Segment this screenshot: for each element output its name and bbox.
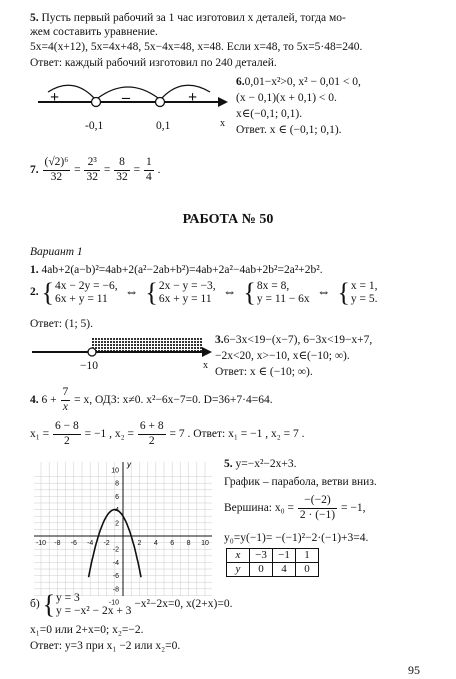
task6-line1: 6.0,01−x²>0, x² − 0,01 < 0, [236, 76, 361, 88]
x-tick-label: -6 [70, 540, 77, 547]
task6-line4: Ответ. x ∈ (−0,1; 0,1). [236, 124, 342, 136]
x-tick-label: 6 [170, 540, 175, 547]
x-tick-label: -10 [35, 540, 47, 547]
y-tick-label: -2 [112, 546, 119, 554]
work1-line: 1. 4ab+2(a−b)²=4ab+2(a²−2ab+b²)=4ab+2a²−4ab+2b²=2a²+2b². [30, 264, 323, 276]
number-line-interval [38, 72, 228, 134]
minus-sign: – [122, 89, 130, 106]
number-line-ray [32, 332, 212, 370]
x-tick-label: -2 [103, 540, 110, 547]
y-tick-label: 8 [115, 480, 119, 488]
fraction: $\frac{\text{2³}}{32}$ [86, 156, 98, 183]
x-tick-label: 10 [201, 540, 209, 547]
y-tick-label: -10 [108, 599, 119, 607]
table-row: x −3 −1 1 [227, 549, 319, 563]
work3-line2: −2x<20, x>−10, x∈(−10; ∞). [215, 350, 350, 362]
work5b-line3: Ответ: y=3 при x₁ −2 или x₂=0. [30, 640, 181, 652]
task5-line3: 5x=4(x+12), 5x=4x+48, 5x−4x=48, x=48. Если x=48, то 5x=5·48=240. [30, 41, 363, 53]
fraction: $\frac{6 + 8}{2}$ [139, 420, 164, 447]
y-tick-label: 2 [115, 520, 119, 528]
task6-line2: (x − 0,1)(x + 0,1) < 0. [236, 92, 337, 104]
work5-line2: График – парабола, ветви вниз. [224, 476, 377, 488]
work4-line1: 4. 6 + $\frac{7}{x}$ = x, ОДЗ: x≠0. x²−6x−7=0. D=36+7·4=64. [30, 386, 273, 413]
work5b-system: б) { y = 3 y = −x² − 2x + 3 −x²−2x=0, x(2+x)=0. [30, 590, 233, 619]
task5-number: 5. [30, 12, 39, 24]
fraction: $\frac{1}{4}$ [145, 156, 152, 183]
axis-label-x: x [220, 118, 225, 129]
y-tick-label: 10 [111, 467, 119, 475]
fraction: $\frac{-(-2)}{2 \cdot (-1)}$ [299, 494, 336, 521]
task5-line4: Ответ: каждый рабочий изготовил по 240 деталей. [30, 57, 277, 69]
x-tick-label: -8 [54, 540, 61, 547]
tick-label-minus10: −10 [80, 360, 98, 372]
variant-label: Вариант 1 [30, 246, 83, 258]
x-tick-label: -4 [87, 540, 94, 547]
table-row: y 0 4 0 [227, 563, 319, 577]
fraction: $\frac{8}{32}$ [116, 156, 128, 183]
work5b-line2: x₁=0 или 2+x=0; x₂=−2. [30, 624, 144, 636]
work3-line3: Ответ: x ∈ (−10; ∞). [215, 366, 313, 378]
tick-label-pos: 0,1 [156, 120, 171, 132]
tick-label-neg: -0,1 [85, 120, 104, 132]
work2-systems: 2. { 4x − 2y = −6, 6x + y = 11 ⇔ { 2x − y = −3, 6x + y = 11 ⇔ { 8x = 8, y = 11 − 6x ⇔ { x = 1, y = 5. [30, 278, 378, 307]
page-number: 95 [408, 663, 420, 677]
y-axis-label: y [127, 460, 131, 469]
x-tick-label: 2 [137, 540, 142, 547]
work5-line1: 5. y=−x²−2x+3. [224, 458, 297, 470]
y-tick-label: -8 [112, 586, 119, 594]
plus-sign-right: + [188, 89, 198, 106]
work4-line2: x₁ = $\frac{6 - 8}{2}$ = −1 , x₂ = $\frac{6 + 8}{2}$ = 7 . Ответ: x₁ = −1 , x₂ = 7 . [30, 420, 305, 447]
task6-line3: x∈(−0,1; 0,1). [236, 108, 303, 120]
y-tick-label: -6 [112, 573, 119, 581]
axis-label-x: x [203, 360, 208, 371]
plus-sign-left: + [50, 89, 60, 106]
y-tick-label: 6 [115, 493, 119, 501]
task7-expression: 7. $\frac{\text{(√2)⁶}}{32}$ = $\frac{\text{2³}}{32}$ = $\frac{8}{32}$ = $\frac{1}{4}$ . [30, 156, 161, 183]
page-heading: РАБОТА № 50 [182, 212, 274, 227]
values-table [226, 548, 319, 577]
x-tick-label: 8 [186, 540, 191, 547]
task5-line2: жем составить уравнение. [30, 26, 158, 38]
fraction: $\frac{\text{(√2)⁶}}{32}$ [44, 156, 69, 183]
fraction: $\frac{7}{x}$ [62, 386, 69, 413]
work5-line4: y₀=y(−1)= −(−1)²−2·(−1)+3=4. [224, 532, 369, 544]
work5-vertex: Вершина: x₀ = $\frac{-(-2)}{2 \cdot (-1)}$ = −1, [224, 494, 366, 521]
y-tick-label: -4 [112, 559, 119, 567]
x-tick-label: 4 [153, 540, 158, 547]
fraction: $\frac{6 - 8}{2}$ [55, 420, 79, 447]
work2-answer: Ответ: (1; 5). [30, 318, 93, 330]
work3-line1: 3.6−3x<19−(x−7), 6−3x<19−x+7, [215, 334, 373, 346]
task5-line1: 5. Пусть первый рабочий за 1 час изготовил x деталей, тогда мо- [30, 12, 346, 24]
y-tick-label: 4 [115, 507, 119, 515]
